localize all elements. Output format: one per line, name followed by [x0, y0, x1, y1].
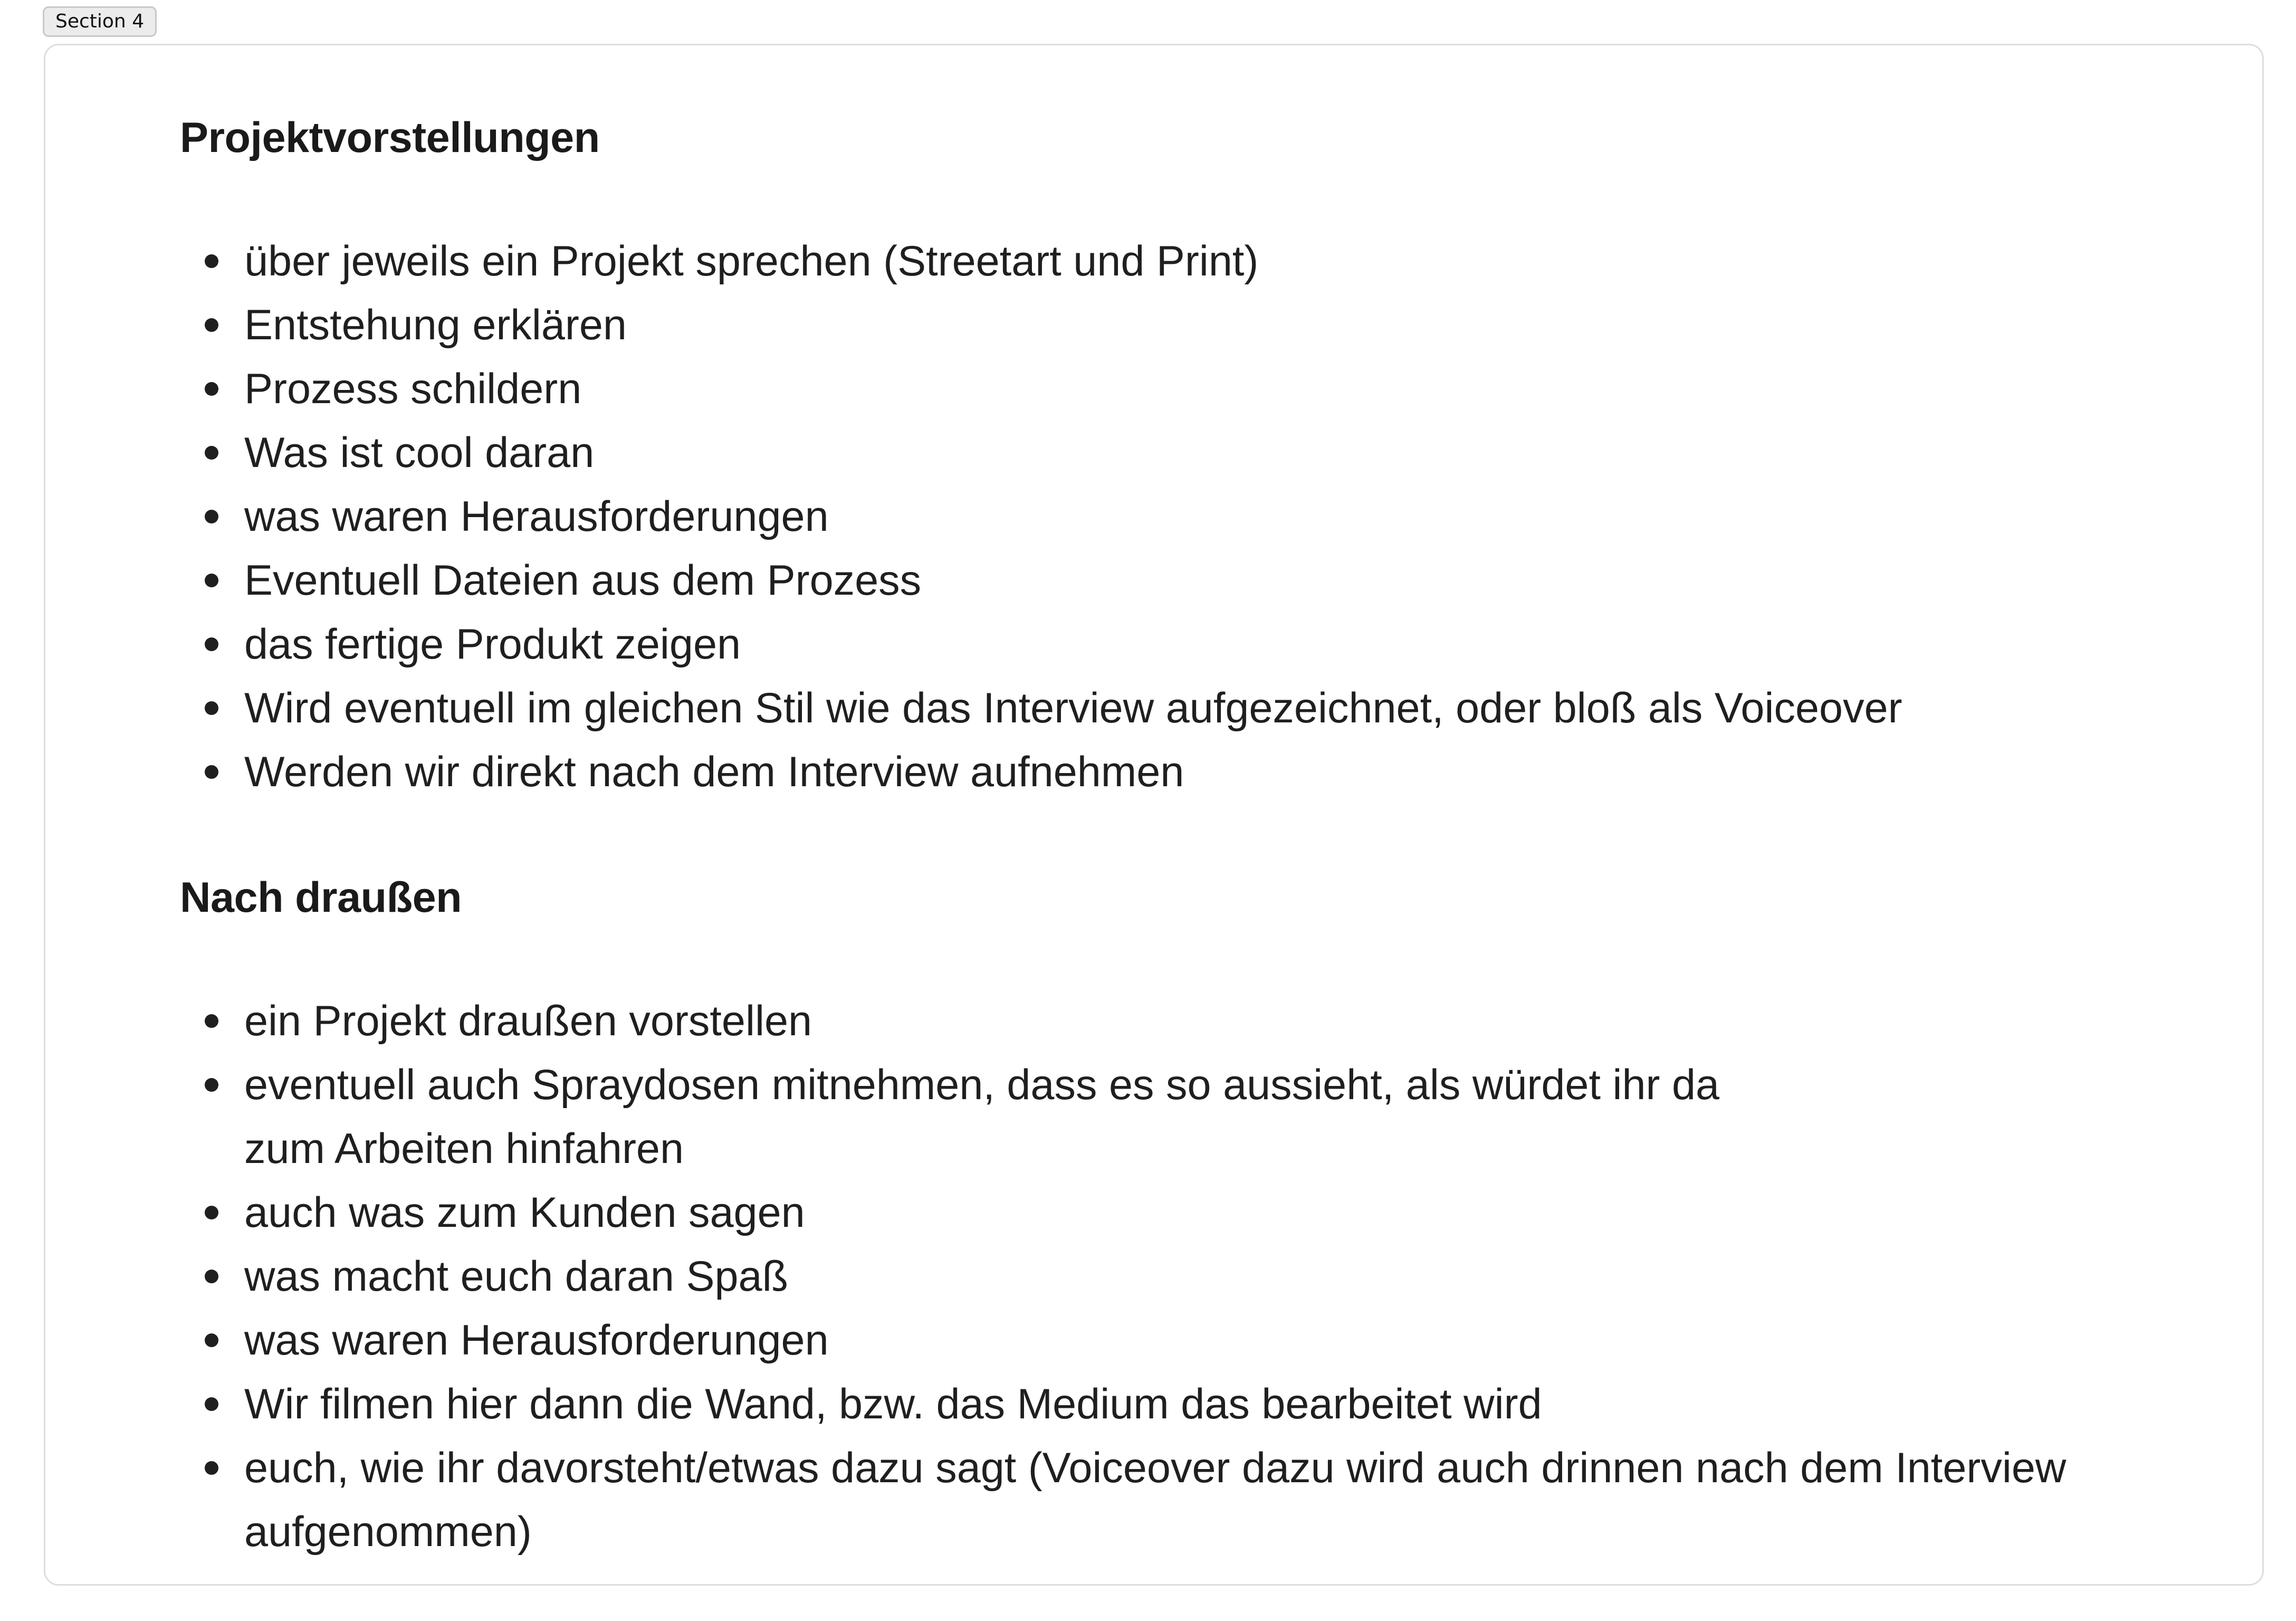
list-item: Wir filmen hier dann die Wand, bzw. das Medium das bearbeitet wird: [244, 1372, 2196, 1436]
list-item: euch, wie ihr davorsteht/etwas dazu sagt (Voiceover dazu wird auch drinnen nach dem Interview aufgenommen): [244, 1436, 2196, 1564]
list-item: was waren Herausforderungen: [244, 1309, 2196, 1372]
content-card: [44, 44, 2264, 1586]
heading-nach-draussen: Nach draußen: [180, 874, 462, 921]
section-tag: Section 4: [43, 6, 157, 37]
list-item: was waren Herausforderungen: [244, 485, 2196, 549]
list-item: über jeweils ein Projekt sprechen (Streetart und Print): [244, 230, 2196, 293]
list-item: ein Projekt draußen vorstellen: [244, 989, 2196, 1053]
bullet-list-nach-draussen: [180, 989, 2196, 1564]
list-item: Wird eventuell im gleichen Stil wie das Interview aufgezeichnet, oder bloß als Voiceover: [244, 676, 2196, 740]
list-item: Was ist cool daran: [244, 421, 2196, 485]
list-item: Werden wir direkt nach dem Interview aufnehmen: [244, 740, 2196, 804]
list-item: was macht euch daran Spaß: [244, 1245, 2196, 1309]
list-item: Prozess schildern: [244, 357, 2196, 421]
list-item: auch was zum Kunden sagen: [244, 1181, 2196, 1245]
heading-projektvorstellungen: Projektvorstellungen: [180, 114, 600, 161]
bullet-list-projektvorstellungen: [180, 230, 2196, 804]
list-item: Entstehung erklären: [244, 293, 2196, 357]
list-item: eventuell auch Spraydosen mitnehmen, dass es so aussieht, als würdet ihr da zum Arbeiten hinfahren: [244, 1053, 1774, 1181]
list-item: Eventuell Dateien aus dem Prozess: [244, 549, 2196, 613]
list-item: das fertige Produkt zeigen: [244, 613, 2196, 676]
